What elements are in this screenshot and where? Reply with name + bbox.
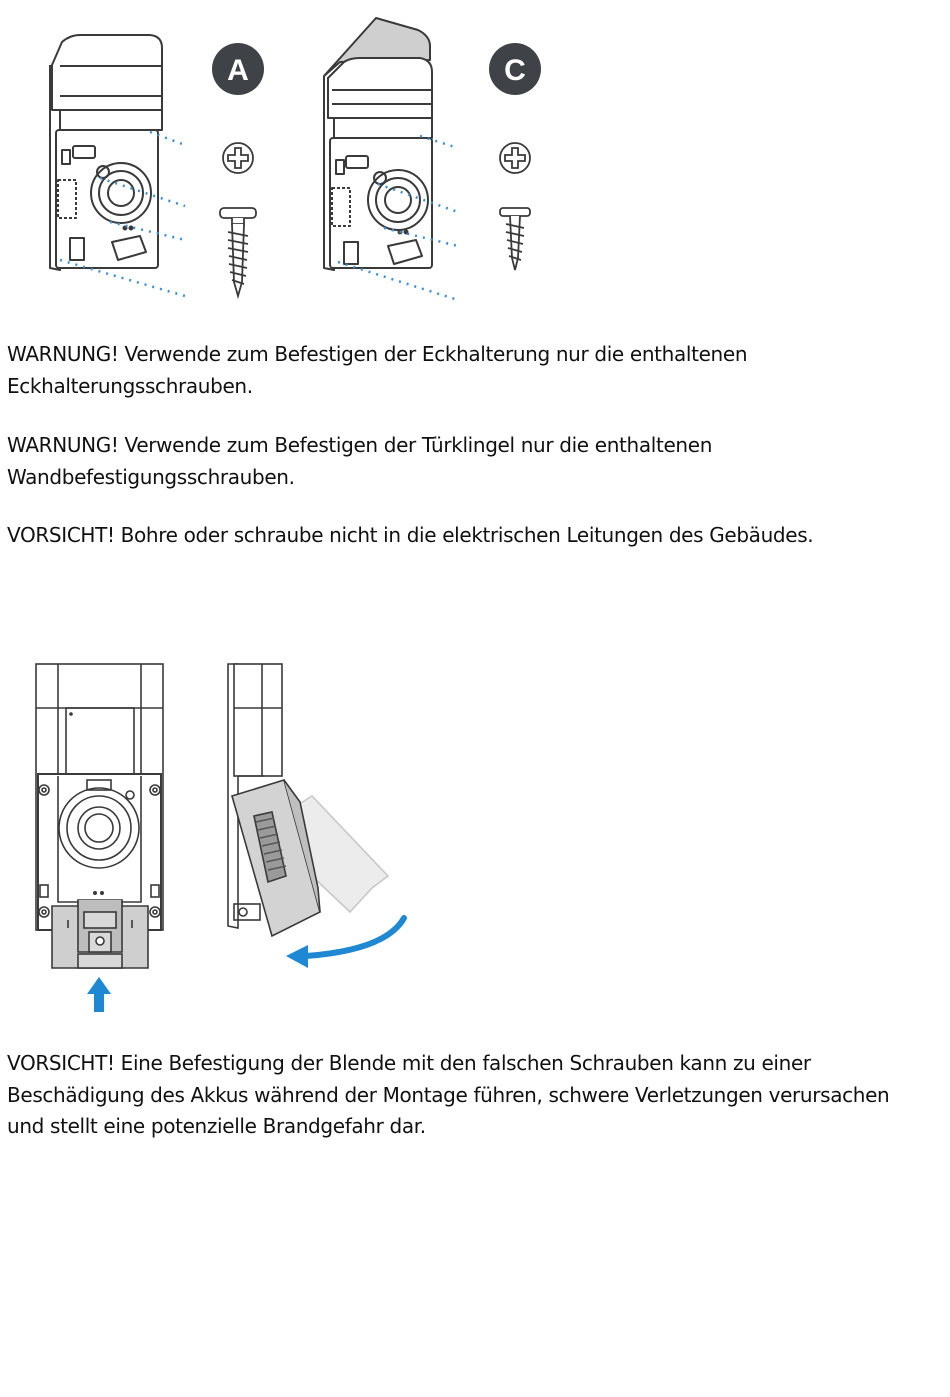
- caution-electrical-wiring: VORSICHT! Bohre oder schraube nicht in die elektrischen Leitungen des Gebäudes.: [7, 523, 814, 547]
- wall-screw-icon: [500, 208, 530, 270]
- phillips-screw-head-icon: [500, 143, 530, 173]
- phillips-screw-head-icon: [223, 143, 253, 173]
- curved-arrow-icon: [286, 918, 404, 968]
- doorbell-front-view: [36, 664, 163, 930]
- doorbell-side-view: [228, 664, 388, 936]
- warning-corner-bracket-screws: WARNUNG! Verwende zum Befestigen der Eckhalterung nur die enthaltenen Eckhalterungsschrauben.: [7, 342, 748, 398]
- warning-wall-mount-screws: WARNUNG! Verwende zum Befestigen der Türklingel nur die enthaltenen Wandbefestigungsschrauben.: [7, 433, 713, 489]
- badge-a-label: A: [227, 54, 249, 87]
- caution-faceplate-screws: VORSICHT! Eine Befestigung der Blende mit den falschen Schrauben kann zu einer Beschädigung des Akkus während der Montage führen, schwere Verletzungen verursachen und stellt eine potenzielle Brandgefahr dar.: [7, 1051, 890, 1138]
- doorbell-with-wedge-bracket: [324, 18, 432, 270]
- badge-c-label: C: [504, 54, 526, 87]
- wall-screw-icon: [220, 208, 256, 296]
- faceplate-grey: [52, 900, 148, 968]
- up-arrow-icon: [87, 977, 111, 1012]
- doorbell-with-corner-bracket: [50, 35, 162, 270]
- faceplate-installation-figure: [0, 650, 450, 1020]
- badge-a: [212, 43, 264, 95]
- badge-c: [489, 43, 541, 95]
- mounting-screws-figure: [0, 0, 600, 310]
